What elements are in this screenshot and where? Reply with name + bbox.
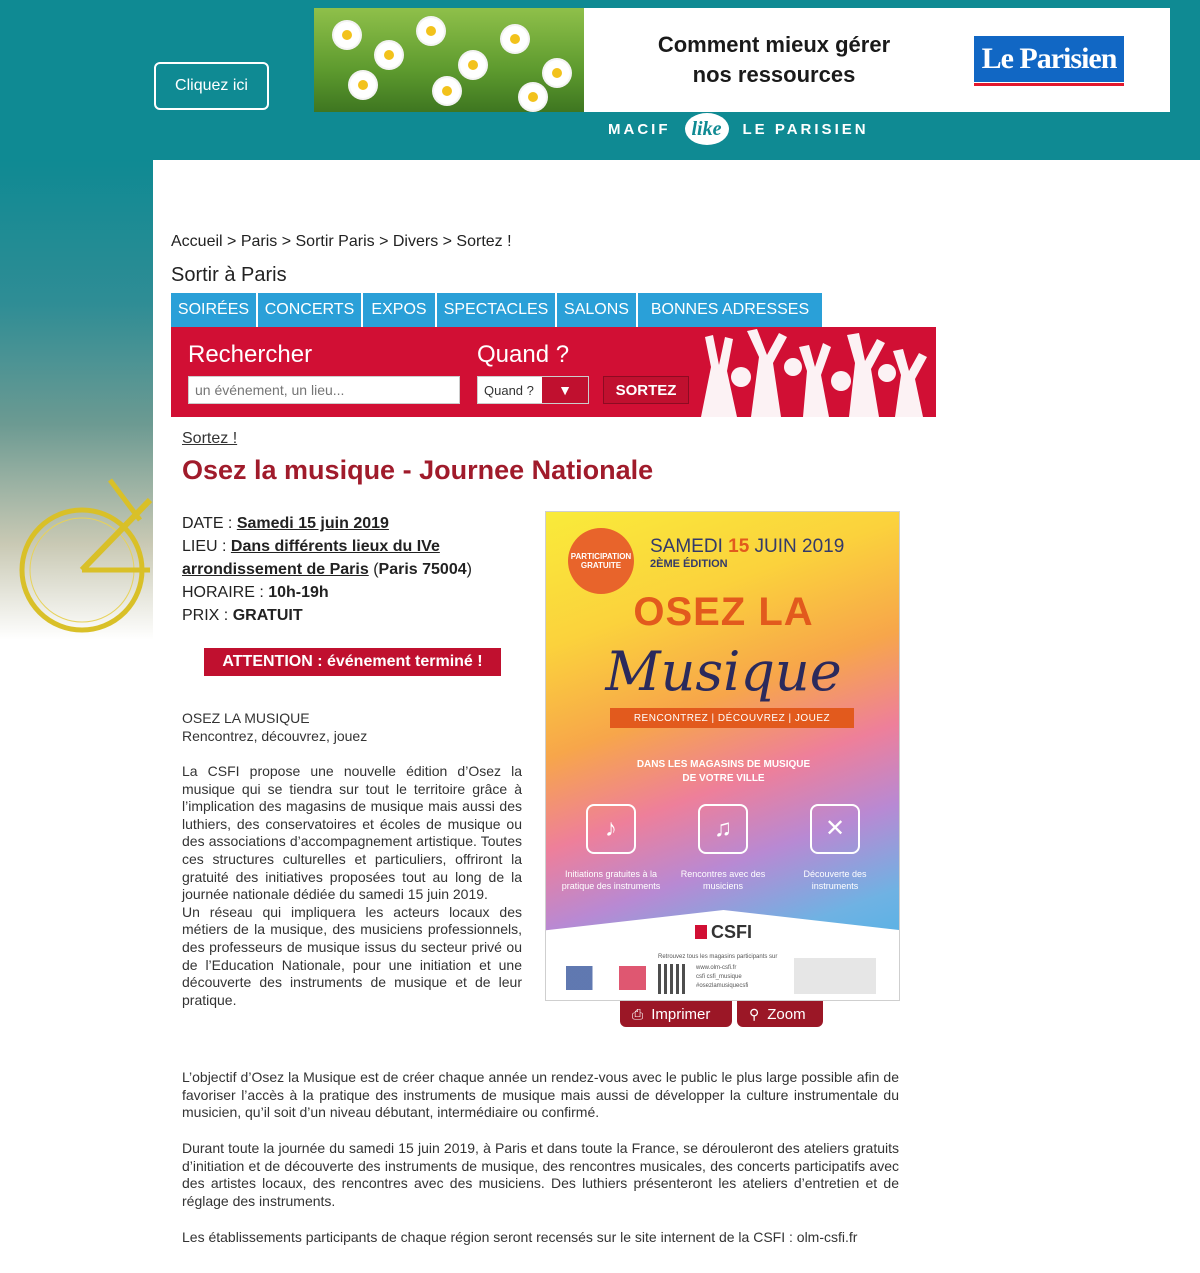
poster-feature: ✕ Découverte des instruments bbox=[780, 804, 890, 892]
article-paragraph: Les établissements participants de chaque région seront recensés sur le site internent de la CSFI : olm-csfi.fr bbox=[182, 1229, 858, 1245]
poster-date: SAMEDI 15 JUIN 2019 bbox=[650, 536, 845, 557]
poster-edition: 2ÈME ÉDITION bbox=[650, 558, 728, 570]
event-date-link[interactable]: Samedi 15 juin 2019 bbox=[236, 515, 389, 532]
event-hours: HORAIRE : 10h-19h bbox=[182, 584, 329, 601]
event-place: LIEU : Dans différents lieux du IVe arrondissement de Paris (Paris 75004) bbox=[182, 538, 472, 578]
tab-expos[interactable]: EXPOS bbox=[363, 293, 435, 327]
search-submit-button[interactable]: SORTEZ bbox=[603, 376, 689, 404]
article-intro: OSEZ LA MUSIQUE Rencontrez, découvrez, jouez bbox=[182, 710, 368, 744]
search-panel bbox=[171, 327, 936, 417]
partner-logos bbox=[566, 966, 646, 990]
poster-subtitle: DANS LES MAGASINS DE MUSIQUE DE VOTRE VILLE bbox=[636, 759, 811, 784]
print-button[interactable]: ⎙ Imprimer bbox=[620, 1001, 732, 1027]
section-title: Sortir à Paris bbox=[171, 264, 287, 286]
like-logo: like bbox=[685, 113, 729, 145]
ad-daisy-image bbox=[314, 8, 584, 112]
event-ended-notice: ATTENTION : événement terminé ! bbox=[204, 648, 501, 676]
saxophone-icon: ♪ bbox=[586, 804, 636, 854]
printer-icon: ⎙ bbox=[632, 1005, 644, 1022]
ad-headline: Comment mieux gérer nos ressources bbox=[657, 32, 891, 87]
poster-title: OSEZ LA bbox=[633, 590, 814, 634]
tools-icon: ✕ bbox=[810, 804, 860, 854]
ad-banner[interactable] bbox=[314, 8, 1170, 112]
magnifier-icon: ⚲ bbox=[749, 1005, 760, 1022]
guitarist-icon: ♫ bbox=[698, 804, 748, 854]
event-info bbox=[182, 512, 532, 627]
tab-bonnes-adresses[interactable]: BONNES ADRESSES bbox=[638, 293, 822, 327]
qr-code-icon bbox=[658, 964, 688, 994]
csfi-logo: CSFI bbox=[546, 922, 900, 943]
ad-cta-button[interactable]: Cliquez ici bbox=[154, 62, 269, 110]
poster-tags: RENCONTREZ | DÉCOUVREZ | JOUEZ bbox=[610, 708, 854, 728]
event-place-link[interactable]: Dans différents lieux du IVe arrondissement de Paris bbox=[182, 538, 440, 578]
search-label: Rechercher bbox=[188, 341, 313, 368]
chevron-down-icon: ▼ bbox=[542, 377, 588, 403]
tab-soirees[interactable]: SOIRÉES bbox=[171, 293, 256, 327]
tab-concerts[interactable]: CONCERTS bbox=[258, 293, 361, 327]
poster-stamp-box bbox=[794, 958, 876, 994]
event-price: PRIX : GRATUIT bbox=[182, 607, 303, 624]
event-date: DATE : Samedi 15 juin 2019 bbox=[182, 515, 389, 532]
article-title: Osez la musique - Journee Nationale bbox=[182, 455, 654, 485]
poster-feature: ♪ Initiations gratuites à la pratique des instruments bbox=[556, 804, 666, 892]
tab-spectacles[interactable]: SPECTACLES bbox=[437, 293, 555, 327]
poster-links: www.olm-csfi.fr csfi csfi_musique #osezlamusiquecsfi bbox=[696, 965, 749, 989]
side-decor-photo bbox=[0, 160, 153, 640]
poster-feature: ♫ Rencontres avec des musiciens bbox=[668, 804, 778, 892]
when-select[interactable]: Quand ? ▼ bbox=[477, 376, 589, 404]
tab-salons[interactable]: SALONS bbox=[557, 293, 636, 327]
article-paragraph: L’objectif d’Osez la Musique est de créer chaque année un rendez-vous avec le public le plus large possible afin de favoriser l’accès à la pratique des instruments de musique mais aussi de développer la culture instrumentale du musicien, qu’il soit d’un niveau débutant, intermédiaire ou confirmé. bbox=[182, 1069, 899, 1121]
ad-tagline: MACIF like LE PARISIEN bbox=[608, 116, 869, 142]
poster-title-script: Musique bbox=[605, 640, 842, 703]
category-tabs bbox=[171, 293, 824, 327]
search-input[interactable] bbox=[188, 376, 460, 404]
crowd-silhouette-decor bbox=[681, 327, 936, 417]
bicycle-illustration bbox=[0, 460, 153, 640]
le-parisien-logo: Le Parisien bbox=[974, 36, 1124, 82]
when-label: Quand ? bbox=[477, 341, 570, 368]
article-paragraph: Durant toute la journée du samedi 15 juin 2019, à Paris et dans toute la France, se dérouleront des ateliers gratuits d’initiation et de découverte des instruments de musique, des rencontres musicales, des concerts participatifs avec des artistes locaux, des rencontres avec des musiciens. Des luthiers présenteront les ateliers d’entretien et de réglage des instruments. bbox=[182, 1140, 899, 1209]
event-poster-image[interactable] bbox=[545, 511, 900, 1001]
article-paragraph: La CSFI propose une nouvelle édition d’Osez la musique qui se tiendra sur tout le territoire grâce à l’implication des magasins de musique mais aussi des luthiers, des conservatoires et écoles de musique ou des associations d’accompagnement artistique. Toutes ces structures culturelles et particuliers, offriront la gratuité des initiatives proposées tout au long de la journée nationale dédiée du samedi 15 juin 2019. Un réseau qui impliquera les acteurs locaux des métiers de la musique, des musiciens professionnels, des professeurs de musique issus du secteur privé ou de l’Education Nationale, pour une initiation et une découverte des instruments de musique et de leur pratique. bbox=[182, 763, 522, 1008]
article-category-link[interactable]: Sortez ! bbox=[182, 430, 238, 447]
poster-find-text: Retrouvez tous les magasins participants sur bbox=[658, 954, 778, 960]
participation-badge: PARTICIPATION GRATUITE bbox=[568, 528, 634, 594]
zoom-button[interactable]: ⚲ Zoom bbox=[737, 1001, 823, 1027]
breadcrumb[interactable]: Accueil > Paris > Sortir Paris > Divers > Sortez ! bbox=[171, 233, 512, 250]
